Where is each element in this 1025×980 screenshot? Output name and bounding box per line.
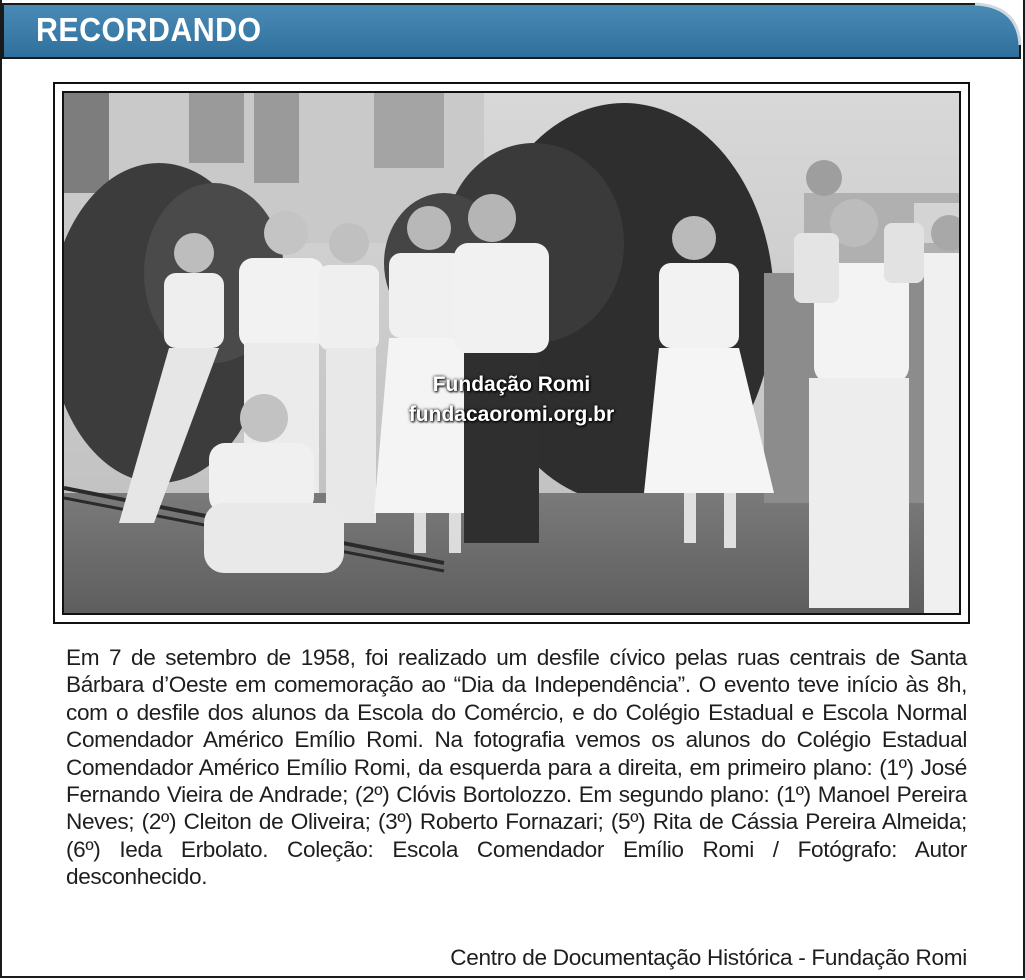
photo-frame [53, 82, 970, 624]
photo-credit: Centro de Documentação Histórica - Fundação Romi [450, 945, 967, 970]
historic-photo [62, 91, 961, 615]
watermark-line-1: Fundação Romi [432, 373, 591, 396]
photo-caption: Em 7 de setembro de 1958, foi realizado um desfile cívico pelas ruas centrais de Santa Bárbara d’Oeste em comemoração ao “Dia da Independência”. O evento teve início às 8h, com o desfile dos alunos da Escola do Comércio, e do Colégio Estadual e Escola Normal Comendador Américo Emílio Romi. Na fotografia vemos os alunos do Colégio Estadual Comendador Américo Emílio Romi, da esquerda para a direita, em primeiro plano: (1º) José Fernando Vieira de Andrade; (2º) Clóvis Bortolozzo. Em segundo plano: (1º) Manoel Pereira Neves; (2º) Cleiton de Oliveira; (3º) Roberto Fornazari; (5º) Rita de Cássia Pereira Almeida; (6º) Ieda Erbolato. Coleção: Escola Comendador Emílio Romi / Fotógrafo: Autor desconhecido. [66, 645, 967, 890]
photo-illustration [64, 93, 959, 613]
header-bar [0, 0, 1025, 60]
section-title: RECORDANDO [36, 11, 262, 48]
watermark-line-2: fundacaoromi.org.br [408, 403, 615, 426]
